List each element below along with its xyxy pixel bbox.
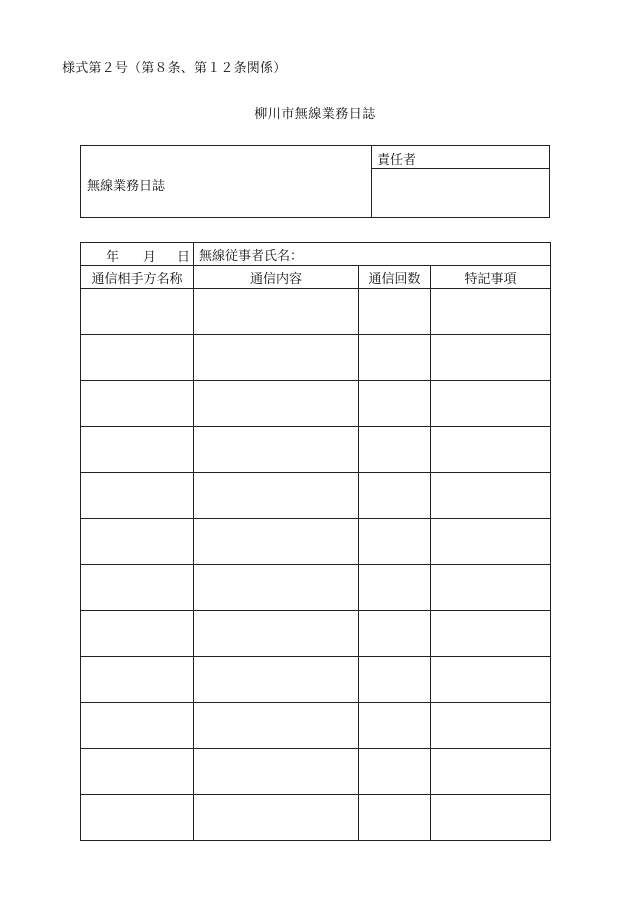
remarks-cell[interactable] [431,381,551,427]
column-header-row [81,266,551,289]
count-cell[interactable] [359,381,431,427]
month-label: 月 [143,250,157,265]
remarks-cell[interactable] [431,657,551,703]
count-cell[interactable] [359,473,431,519]
form-number: 様式第２号（第８条、第１２条関係） [62,61,287,76]
counterpart-name-cell[interactable] [81,519,194,565]
responsible-label-cell [372,146,549,169]
operator-name-label: 無線従事者氏名： [199,248,304,264]
column-header: 通信相手方名称 [81,266,194,289]
content-cell[interactable] [194,795,359,841]
remarks-cell[interactable] [431,427,551,473]
year-label: 年 [106,250,120,265]
date-row [81,243,551,266]
counterpart-name-cell[interactable] [81,749,194,795]
count-cell[interactable] [359,749,431,795]
table-row [81,657,551,703]
table-row [81,519,551,565]
count-cell[interactable] [359,289,431,335]
journal-label: 無線業務日誌 [87,179,166,194]
content-cell[interactable] [194,565,359,611]
column-header: 特記事項 [431,266,551,289]
column-header: 通信内容 [194,266,359,289]
counterpart-name-cell[interactable] [81,335,194,381]
table-row [81,565,551,611]
count-cell[interactable] [359,427,431,473]
table-row [81,703,551,749]
responsible-stamp-field[interactable] [372,169,549,217]
content-cell[interactable] [194,381,359,427]
count-cell[interactable] [359,611,431,657]
remarks-cell[interactable] [431,473,551,519]
counterpart-name-cell[interactable] [81,795,194,841]
remarks-cell[interactable] [431,289,551,335]
content-cell[interactable] [194,749,359,795]
counterpart-name-cell[interactable] [81,565,194,611]
page-title: 柳川市無線業務日誌 [254,107,376,122]
table-row [81,289,551,335]
count-cell[interactable] [359,519,431,565]
column-header: 通信回数 [359,266,431,289]
remarks-cell[interactable] [431,519,551,565]
counterpart-name-cell[interactable] [81,427,194,473]
remarks-cell[interactable] [431,335,551,381]
responsible-label: 責任者 [377,153,417,168]
table-row [81,381,551,427]
remarks-cell[interactable] [431,611,551,657]
table-row [81,427,551,473]
content-cell[interactable] [194,703,359,749]
radio-log-table [80,242,551,841]
count-cell[interactable] [359,565,431,611]
remarks-cell[interactable] [431,749,551,795]
content-cell[interactable] [194,427,359,473]
log-body [81,289,551,841]
table-row [81,795,551,841]
counterpart-name-cell[interactable] [81,473,194,519]
content-cell[interactable] [194,473,359,519]
counterpart-name-cell[interactable] [81,611,194,657]
content-cell[interactable] [194,289,359,335]
counterpart-name-cell[interactable] [81,289,194,335]
content-cell[interactable] [194,335,359,381]
content-cell[interactable] [194,657,359,703]
day-label: 日 [177,250,191,265]
remarks-cell[interactable] [431,703,551,749]
counterpart-name-cell[interactable] [81,657,194,703]
count-cell[interactable] [359,335,431,381]
date-cell[interactable] [81,243,194,266]
count-cell[interactable] [359,703,431,749]
count-cell[interactable] [359,795,431,841]
journal-header-box [80,145,550,218]
table-row [81,335,551,381]
remarks-cell[interactable] [431,565,551,611]
content-cell[interactable] [194,611,359,657]
remarks-cell[interactable] [431,795,551,841]
counterpart-name-cell[interactable] [81,381,194,427]
operator-name-cell[interactable] [194,243,551,266]
table-row [81,473,551,519]
journal-label-cell [81,146,372,217]
count-cell[interactable] [359,657,431,703]
table-row [81,749,551,795]
table-row [81,611,551,657]
content-cell[interactable] [194,519,359,565]
counterpart-name-cell[interactable] [81,703,194,749]
